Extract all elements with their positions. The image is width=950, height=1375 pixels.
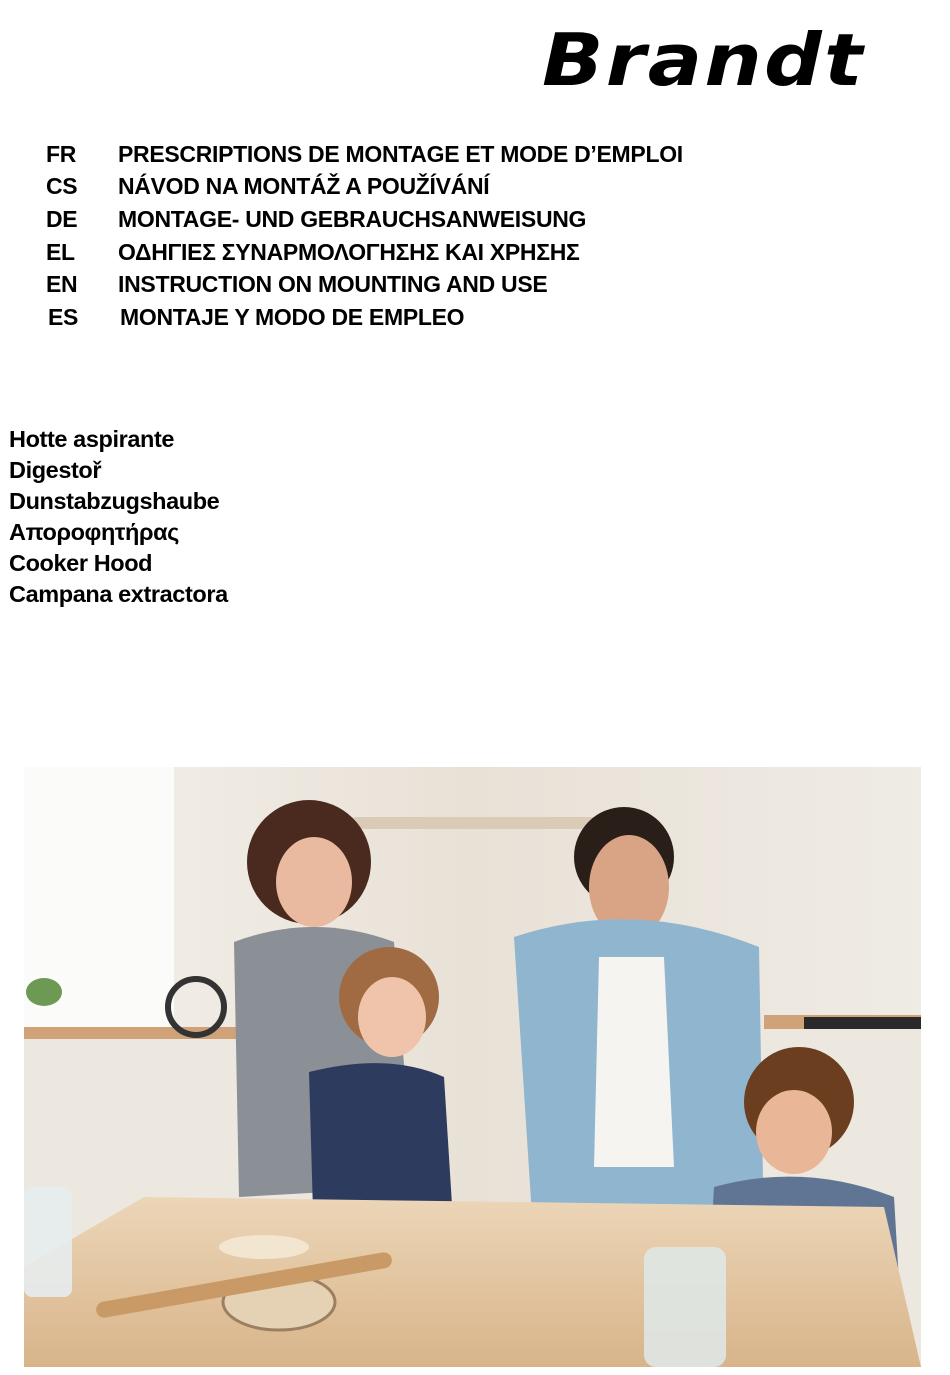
boy-face [756, 1090, 832, 1174]
girl-face [358, 977, 426, 1057]
language-title: PRESCRIPTIONS DE MONTAGE ET MODE D’EMPLOI [118, 140, 683, 167]
language-row-cs [46, 171, 683, 204]
dough-pieces [219, 1235, 309, 1259]
man-tshirt [594, 957, 674, 1167]
language-code: FR [46, 140, 77, 167]
table [24, 1197, 921, 1367]
product-name-de: Dunstabzugshaube [9, 488, 220, 514]
language-code: ES [48, 303, 79, 330]
brand-logo: Brandt [542, 18, 865, 102]
shelf [354, 817, 614, 829]
language-row-es [48, 301, 683, 334]
language-code: EL [46, 238, 75, 265]
woman-face [276, 837, 352, 927]
product-name-list [9, 424, 228, 610]
language-row-fr [46, 138, 683, 171]
language-row-el [46, 236, 683, 269]
product-name-cs: Digestoř [9, 457, 102, 483]
product-name-en: Cooker Hood [9, 550, 153, 576]
language-title: INSTRUCTION ON MOUNTING AND USE [118, 271, 548, 298]
language-title-list [46, 138, 683, 334]
language-row-de [46, 203, 683, 236]
language-row-en [46, 268, 683, 301]
family-kitchen-photo [24, 767, 921, 1367]
flour-jar-left [24, 1187, 72, 1297]
product-name-el: Αποροφητήρας [9, 519, 179, 545]
language-title: ΟΔΗΓΙΕΣ ΣΥΝΑΡΜΟΛΟΓΗΣΗΣ ΚΑΙ ΧΡΗΣΗΣ [118, 238, 580, 265]
language-title: MONTAJE Y MODO DE EMPLEO [120, 303, 465, 330]
cooktop [804, 1017, 921, 1029]
language-code: CS [46, 173, 78, 200]
plant [26, 978, 62, 1006]
language-code: DE [46, 205, 78, 232]
product-name-fr: Hotte aspirante [9, 426, 175, 452]
counter-top-left [24, 1027, 264, 1039]
glass-jar [644, 1247, 726, 1367]
language-code: EN [46, 271, 78, 298]
product-name-es: Campana extractora [9, 581, 228, 607]
language-title: NÁVOD NA MONTÁŽ A POUŽÍVÁNÍ [118, 173, 490, 200]
language-title: MONTAGE- UND GEBRAUCHSANWEISUNG [118, 205, 587, 232]
